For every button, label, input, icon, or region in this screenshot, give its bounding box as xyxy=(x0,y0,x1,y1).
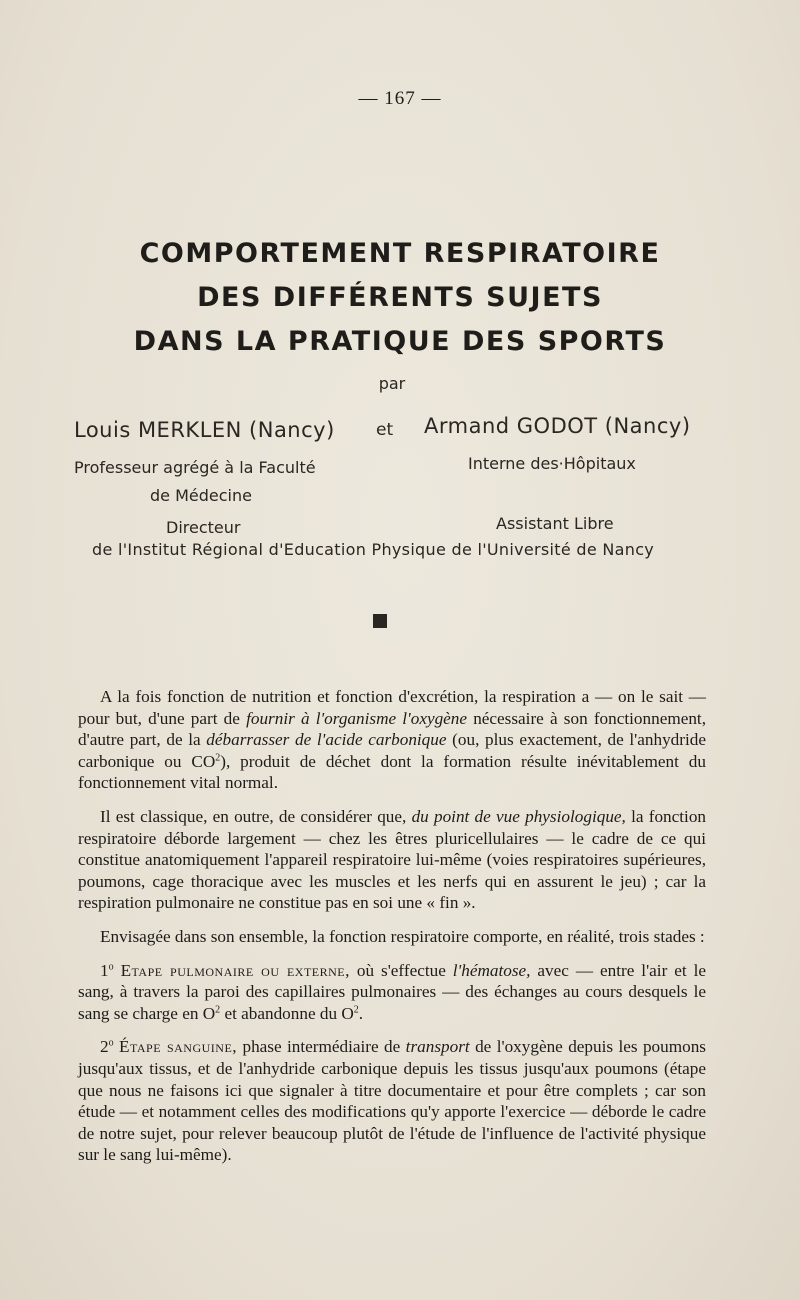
byline-et: et xyxy=(376,420,394,440)
godot-title-line-1: Interne des·Hôpitaux xyxy=(468,454,636,473)
title-line-1: COMPORTEMENT RESPIRATOIRE xyxy=(139,238,661,269)
article-title xyxy=(60,232,740,364)
author-godot: Armand GODOT (Nancy) xyxy=(424,414,691,438)
author-merklen: Louis MERKLEN (Nancy) xyxy=(74,418,335,442)
institute-line: de l'Institut Régional d'Education Physique de l'Université de Nancy xyxy=(92,540,655,559)
title-line-3: DANS LA PRATIQUE DES SPORTS xyxy=(133,326,667,357)
paragraph-1: A la fois fonction de nutrition et fonction d'excrétion, la respiration a — on le sait — pour but, d'une part de fournir à l'organisme l'oxygène nécessaire à son fonctionnement, d'autre part, de la débarrasser de l'acide carbonique (ou, plus exactement, de l'anhydride carbonique ou $CO^2$), produit de déchet dont la formation résulte inévitablement du fonctionnement vital normal. xyxy=(78,687,706,793)
merklen-title-line-3: Directeur xyxy=(166,518,241,537)
paragraph-3: Envisagée dans son ensemble, la fonction respiratoire comporte, en réalité, trois stades : xyxy=(100,926,705,946)
article-body xyxy=(78,686,706,1178)
title-line-2: DES DIFFÉRENTS SUJETS xyxy=(197,282,603,313)
page-number: — 167 — xyxy=(358,88,442,109)
byline-par: par xyxy=(378,374,406,393)
paragraph-2: Il est classique, en outre, de considérer que, du point de vue physiologique, la fonction respiratoire déborde largement — chez les êtres pluricellulaires — le cadre de ce qui constitue anatomiquement l'appareil respiratoire lui-même (voies respiratoires supérieures, poumons, cage thoracique avec les muscles et les nerfs qui en assurent le jeu) ; car la respiration pulmonaire ne constitue pas en soi une « fin ». xyxy=(78,806,707,913)
section-ornament-square xyxy=(373,614,387,628)
merklen-title-line-1: Professeur agrégé à la Faculté xyxy=(74,458,316,477)
paragraph-4-etape-pulmonaire: 1$^o$ Etape pulmonaire ou externe, où s'effectue l'hématose, avec — entre l'air et le sang, à travers la paroi des capillaires pulmonaires — des échanges au cours desquels le sang se charge en $O^2$ et abandonne du $O^2$. xyxy=(78,960,707,1023)
godot-title-line-2: Assistant Libre xyxy=(496,514,614,533)
paragraph-5-etape-sanguine: 2$^o$ Étape sanguine, phase intermédiaire de transport de l'oxygène depuis les poumons jusqu'aux tissus, et de l'anhydride carbonique depuis les tissus jusqu'aux poumons (étape que nous ne faisons ici que signaler à titre documentaire et pour être complets ; car son étude — et notamment celles des modifications qu'y apporte l'exercice — déborde le cadre de notre sujet, pour relever beaucoup plutôt de l'étude de l'influence de l'activité physique sur le sang lui-même). xyxy=(78,1037,706,1165)
merklen-title-line-2: de Médecine xyxy=(150,486,252,505)
